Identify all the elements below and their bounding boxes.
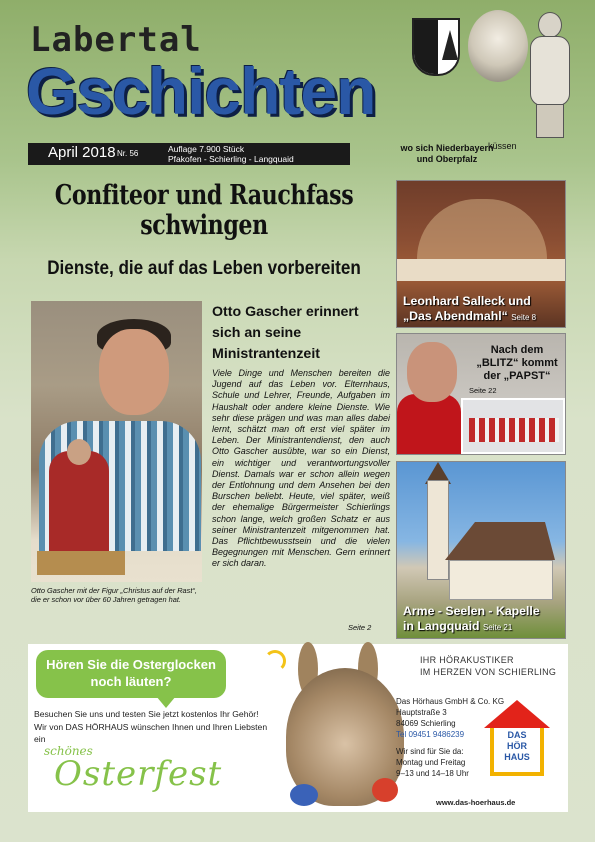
ad-opening-hours	[396, 746, 469, 779]
teaser-page: Seite 21	[482, 623, 513, 632]
easter-egg-icon	[372, 778, 398, 802]
teaser-blitz-papst[interactable]	[396, 333, 566, 455]
teaser-abendmahl-text	[403, 294, 536, 325]
teaser-line: der „PAPST“	[483, 370, 551, 382]
subhead-line-2: sich an seine	[212, 325, 302, 341]
issue-bar	[28, 143, 350, 165]
headline-line-1: Confiteor und Rauchfass	[54, 180, 354, 211]
mascot-figure-image	[520, 12, 578, 140]
ad-street: Hauptstraße 3	[396, 708, 447, 717]
teaser-line: Nach dem	[490, 344, 544, 356]
photo-caption: Otto Gascher mit der Figur „Christus auf der Rast“, die er schon vor über 60 Jahren getragen hat.	[31, 586, 197, 604]
ad-hours-line: Wir sind für Sie da:	[396, 747, 464, 756]
ad-bubble-line: Hören Sie die Osterglocken	[46, 657, 216, 672]
hoerhaus-advertisement[interactable]	[28, 644, 568, 812]
teaser-line: „Das Abendmahl“	[403, 309, 508, 323]
ad-text-line: Besuchen Sie uns und testen Sie jetzt kostenlos Ihr Gehör!	[34, 709, 259, 719]
easter-egg-icon	[290, 784, 318, 806]
article-body: Viele Dinge und Menschen bereiten die Jugend auf das Leben vor. Elternhaus, Schule und Lehrer, Freunde, Aufgaben im Haushalt oder andere kleine Dienste. Wie sehr diese prägen und was man alles dabei lernt, schätzt man oft erst viel später im Leben. Der Ministrantendienst, den auch Otto Gascher ausübte, war so ein Dienst, ein wichtiger und verantwortungsvoller Dienst. Damals war er schon allein wegen der Entlohnung und dem Ansehen bei den Burschen beliebt. Heute, viel später, weiß der ehemalige Bürgermeister Schierlings schon lange, welch großen Schatz er aus seiner Ministrantenzeit mitgenommen hat. Das Pflichtbewusstsein und die vielen Begegnungen mit Menschen. Gern erinnert er sich daran.	[212, 368, 390, 569]
teaser-kapelle-text	[403, 604, 540, 635]
issue-number: Nr. 56	[117, 149, 139, 158]
tagline-line-1: wo sich Niederbayern	[400, 143, 494, 153]
ad-website-link[interactable]: www.das-hoerhaus.de	[436, 798, 516, 807]
main-headline[interactable]	[51, 181, 356, 241]
ad-hours-line: 9–13 und 14–18 Uhr	[396, 769, 469, 778]
headline-subtitle: Dienste, die auf das Leben vorbereiten	[47, 258, 361, 279]
teaser-abendmahl[interactable]	[396, 180, 566, 328]
tagline-kuessen: küssen	[488, 141, 517, 151]
main-photo-otto-gascher	[31, 301, 202, 582]
ad-slogan	[420, 654, 566, 678]
teaser-blitz-text	[467, 344, 566, 383]
ad-slogan-line: IHR HÖRAKUSTIKER	[420, 655, 514, 665]
logo-text: DAS	[507, 730, 527, 740]
subhead-line-1: Otto Gascher erinnert	[212, 304, 359, 320]
ad-phone[interactable]: Tel 09451 9486239	[396, 730, 465, 739]
teaser-line: in Langquaid	[403, 619, 480, 633]
ad-osterfest: Osterfest	[54, 754, 223, 794]
teaser-line: „BLITZ“ kommt	[476, 357, 558, 369]
ad-slogan-line: IM HERZEN VON SCHIERLING	[420, 667, 557, 677]
article-subhead[interactable]	[212, 302, 392, 365]
logo-text: HÖR	[507, 741, 527, 751]
circulation-info	[168, 144, 294, 164]
ad-text	[34, 708, 274, 746]
ad-text-line: ein	[34, 734, 46, 744]
circulation-line: Auflage 7.900 Stück	[168, 144, 245, 154]
distribution-area: Pfakofen - Schierling - Langquaid	[168, 154, 294, 164]
teaser-line: Arme - Seelen - Kapelle	[403, 604, 540, 618]
tagline-line-2: und Oberpfalz	[416, 154, 478, 164]
teaser-line: Leonhard Salleck und	[403, 294, 531, 308]
teaser-page: Seite 8	[511, 313, 537, 322]
teaser-page: Seite 22	[469, 386, 497, 395]
headline-line-2: schwingen	[140, 210, 268, 241]
ad-schoenes: schönes	[44, 744, 93, 758]
hoerhaus-logo	[484, 700, 550, 776]
masthead-title-top: Labertal	[30, 20, 202, 60]
ad-company: Das Hörhaus GmbH & Co. KG	[396, 697, 505, 706]
ad-text-line: Wir von DAS HÖRHAUS wünschen Ihnen und Ihren Liebsten	[34, 721, 268, 732]
sound-wave-icon	[264, 650, 286, 672]
masthead-title: Gschichten	[26, 54, 376, 128]
teaser-kapelle[interactable]	[396, 461, 566, 639]
ad-hours-line: Montag und Freitag	[396, 758, 466, 767]
tagline	[372, 143, 522, 165]
mascot-portrait-image	[468, 10, 528, 82]
ad-speech-bubble	[36, 650, 226, 698]
article-page-ref[interactable]: Seite 2	[348, 623, 372, 632]
coat-of-arms-logo	[412, 18, 460, 76]
ad-bubble-line: noch läuten?	[90, 674, 172, 689]
issue-date: April 2018	[48, 144, 116, 161]
ad-city: 84069 Schierling	[396, 719, 456, 728]
subhead-line-3: Ministrantenzeit	[212, 346, 320, 362]
logo-text: HAUS	[504, 752, 530, 762]
